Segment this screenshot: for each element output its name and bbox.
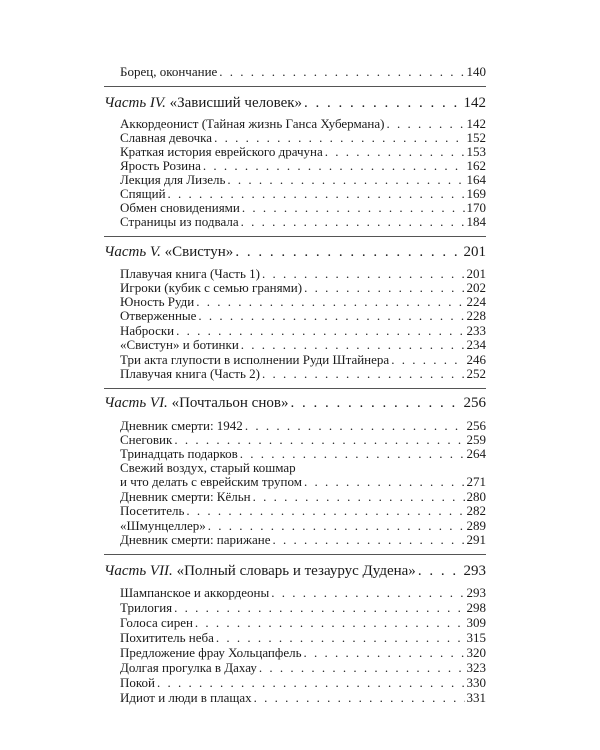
leader-dots	[157, 675, 464, 690]
toc-entry-page: 298	[466, 600, 486, 615]
leader-dots	[262, 366, 465, 381]
leader-dots	[219, 64, 464, 79]
toc-entry-page: 142	[466, 116, 486, 131]
toc-entry-title: Долгая прогулка в Дахау	[120, 660, 257, 675]
toc-entry-page: 201	[466, 266, 486, 281]
leader-dots	[253, 489, 465, 504]
leader-dots	[272, 532, 464, 547]
toc-entry[interactable]	[120, 366, 486, 381]
toc-entry-title: Плавучая книга (Часть 2)	[120, 366, 260, 381]
toc-entry-page: 152	[466, 130, 486, 145]
toc-entry-page: 164	[466, 172, 486, 187]
toc-entry[interactable]	[120, 532, 486, 547]
toc-entry[interactable]	[120, 474, 486, 489]
toc-entry[interactable]	[120, 280, 486, 295]
toc-entry-title: Шампанское и аккордеоны	[120, 585, 270, 600]
leader-dots	[304, 645, 465, 660]
toc-entry-title: Дневник смерти: Кёльн	[120, 489, 251, 504]
toc-entry-title: Посетитель	[120, 503, 185, 518]
section-divider	[104, 86, 486, 87]
toc-entry[interactable]	[120, 645, 486, 660]
toc-entry-page: 309	[466, 615, 486, 630]
leader-dots	[208, 518, 465, 533]
toc-entry-page: 184	[466, 214, 486, 229]
toc-entry[interactable]	[120, 266, 486, 281]
section-divider	[104, 236, 486, 237]
leader-dots	[174, 432, 464, 447]
toc-entry-page: 224	[466, 294, 486, 309]
toc-entry-page: 282	[466, 503, 486, 518]
leader-dots	[391, 352, 464, 367]
toc-entry[interactable]	[120, 352, 486, 367]
leader-dots	[304, 280, 464, 295]
leader-dots	[174, 600, 464, 615]
leader-dots	[386, 116, 464, 131]
leader-dots	[214, 130, 464, 145]
toc-entry-title: Юность Руди	[120, 294, 195, 309]
section-divider	[104, 388, 486, 389]
toc-entry[interactable]	[120, 200, 486, 215]
leader-dots	[241, 337, 465, 352]
toc-entry-page: 202	[466, 280, 486, 295]
toc-entry-page: 315	[466, 630, 486, 645]
toc-entry-page: 271	[466, 474, 486, 489]
toc-entry-title: «Шмунцеллер»	[120, 518, 206, 533]
toc-entry-title: Славная девочка	[120, 130, 213, 145]
part-title: «Зависший человек»	[169, 95, 303, 111]
part-page: 256	[463, 395, 486, 411]
leader-dots	[418, 562, 462, 580]
toc-entry[interactable]	[120, 308, 486, 323]
toc-entry[interactable]	[120, 418, 486, 433]
toc-entry-page: 293	[466, 585, 486, 600]
toc-entry-page: 323	[466, 660, 486, 675]
part-page: 293	[463, 563, 486, 579]
part-number: Часть V.	[104, 244, 161, 260]
toc-entry-page: 140	[466, 64, 486, 79]
leader-dots	[245, 418, 465, 433]
toc-entry-page: 252	[466, 366, 486, 381]
toc-entry-page: 320	[466, 645, 486, 660]
part-page: 201	[463, 244, 486, 260]
leader-dots	[241, 214, 465, 229]
toc-entry[interactable]	[120, 432, 486, 447]
toc-entry-page: 234	[466, 337, 486, 352]
leader-dots	[304, 94, 461, 112]
toc-entry-page: 169	[466, 186, 486, 201]
toc-entry[interactable]	[120, 615, 486, 630]
toc-entry-page: 291	[466, 532, 486, 547]
toc-entry[interactable]	[120, 660, 486, 675]
toc-entry[interactable]	[120, 186, 486, 201]
toc-entry-title: Предложение фрау Хольцапфель	[120, 645, 302, 660]
part-page: 142	[463, 95, 486, 111]
leader-dots	[304, 474, 465, 489]
toc-entry-title: Дневник смерти: парижане	[120, 532, 271, 547]
toc-entry-title: Идиот и люди в плащах	[120, 690, 252, 705]
part-title: «Полный словарь и тезаурус Дудена»	[176, 563, 416, 579]
leader-dots	[325, 144, 465, 159]
toc-entry-page: 259	[466, 432, 486, 447]
toc-entry[interactable]	[120, 446, 486, 461]
toc-entry-title: Ярость Розина	[120, 158, 201, 173]
toc-entry-title: Голоса сирен	[120, 615, 193, 630]
toc-part-heading[interactable]	[104, 94, 486, 112]
leader-dots	[262, 266, 465, 281]
toc-entry-title: Аккордеонист (Тайная жизнь Ганса Хубермана)	[120, 116, 385, 131]
toc-entry[interactable]	[120, 116, 486, 131]
toc-entry-page: 153	[466, 144, 486, 159]
toc-part-heading[interactable]	[104, 243, 486, 261]
toc-entry-page: 264	[466, 446, 486, 461]
leader-dots	[271, 585, 464, 600]
toc-entry-title: Покой	[120, 675, 156, 690]
leader-dots	[186, 503, 464, 518]
toc-entry-title: и что делать с еврейским трупом	[120, 474, 302, 489]
toc-entry[interactable]	[120, 323, 486, 338]
leader-dots	[235, 243, 461, 261]
toc-entry[interactable]	[120, 158, 486, 173]
toc-entry[interactable]	[120, 675, 486, 690]
toc-part-heading[interactable]	[104, 562, 486, 580]
toc-entry[interactable]	[120, 294, 486, 309]
toc-entry-title-first-line[interactable]: Свежий воздух, старый кошмар	[120, 460, 296, 475]
toc-part-heading[interactable]	[104, 394, 486, 412]
toc-entry-page: 280	[466, 489, 486, 504]
toc-entry-title: Краткая история еврейского драчуна	[120, 144, 323, 159]
toc-entry[interactable]	[120, 600, 486, 615]
toc-entry-title: Три акта глупости в исполнении Руди Штайнера	[120, 352, 390, 367]
toc-entry-title: Тринадцать подарков	[120, 446, 238, 461]
toc-entry[interactable]	[120, 172, 486, 187]
part-number: Часть VI.	[104, 395, 168, 411]
toc-entry-title: Лекция для Лизель	[120, 172, 226, 187]
leader-dots	[259, 660, 465, 675]
toc-entry[interactable]	[120, 690, 486, 705]
leader-dots	[196, 294, 464, 309]
leader-dots	[290, 394, 461, 412]
leader-dots	[195, 615, 465, 630]
toc-entry-title: Наброски	[120, 323, 175, 338]
toc-entry[interactable]	[120, 64, 486, 79]
toc-entry-page: 228	[466, 308, 486, 323]
toc-entry[interactable]	[120, 214, 486, 229]
toc-entry-page: 233	[466, 323, 486, 338]
leader-dots	[227, 172, 464, 187]
toc-entry-page: 246	[466, 352, 486, 367]
leader-dots	[198, 308, 464, 323]
toc-entry[interactable]	[120, 518, 486, 533]
leader-dots	[176, 323, 464, 338]
toc-entry-title: Страницы из подвала	[120, 214, 239, 229]
toc-entry[interactable]	[120, 337, 486, 352]
toc-entry-title: «Свистун» и ботинки	[120, 337, 239, 352]
part-number: Часть VII.	[104, 563, 173, 579]
toc-entry-page: 170	[466, 200, 486, 215]
leader-dots	[242, 200, 465, 215]
section-divider	[104, 554, 486, 555]
toc-entry[interactable]	[120, 585, 486, 600]
toc-entry-title: Игроки (кубик с семью гранями)	[120, 280, 303, 295]
leader-dots	[168, 186, 465, 201]
toc-entry[interactable]	[120, 630, 486, 645]
part-title: «Свистун»	[164, 244, 234, 260]
toc-entry-title: Трилогия	[120, 600, 173, 615]
leader-dots	[216, 630, 465, 645]
leader-dots	[203, 158, 465, 173]
toc-entry-page: 330	[466, 675, 486, 690]
toc-entry[interactable]	[120, 130, 486, 145]
toc-entry-title: Плавучая книга (Часть 1)	[120, 266, 260, 281]
leader-dots	[240, 446, 465, 461]
toc-entry[interactable]	[120, 503, 486, 518]
toc-entry-title: Спящий	[120, 186, 166, 201]
toc-entry-title: Похититель неба	[120, 630, 214, 645]
leader-dots	[254, 690, 465, 705]
toc-entry[interactable]	[120, 144, 486, 159]
toc-entry-title: Обмен сновидениями	[120, 200, 240, 215]
toc-entry-page: 256	[466, 418, 486, 433]
toc-entry-title: Борец, окончание	[120, 64, 218, 79]
toc-entry-page: 162	[466, 158, 486, 173]
toc-entry-title: Дневник смерти: 1942	[120, 418, 243, 433]
part-number: Часть IV.	[104, 95, 166, 111]
toc-entry-page: 289	[466, 518, 486, 533]
part-title: «Почтальон снов»	[171, 395, 289, 411]
toc-entry[interactable]	[120, 489, 486, 504]
toc-entry-page: 331	[466, 690, 486, 705]
toc-entry-title: Отверженные	[120, 308, 197, 323]
toc-entry-title: Снеговик	[120, 432, 173, 447]
